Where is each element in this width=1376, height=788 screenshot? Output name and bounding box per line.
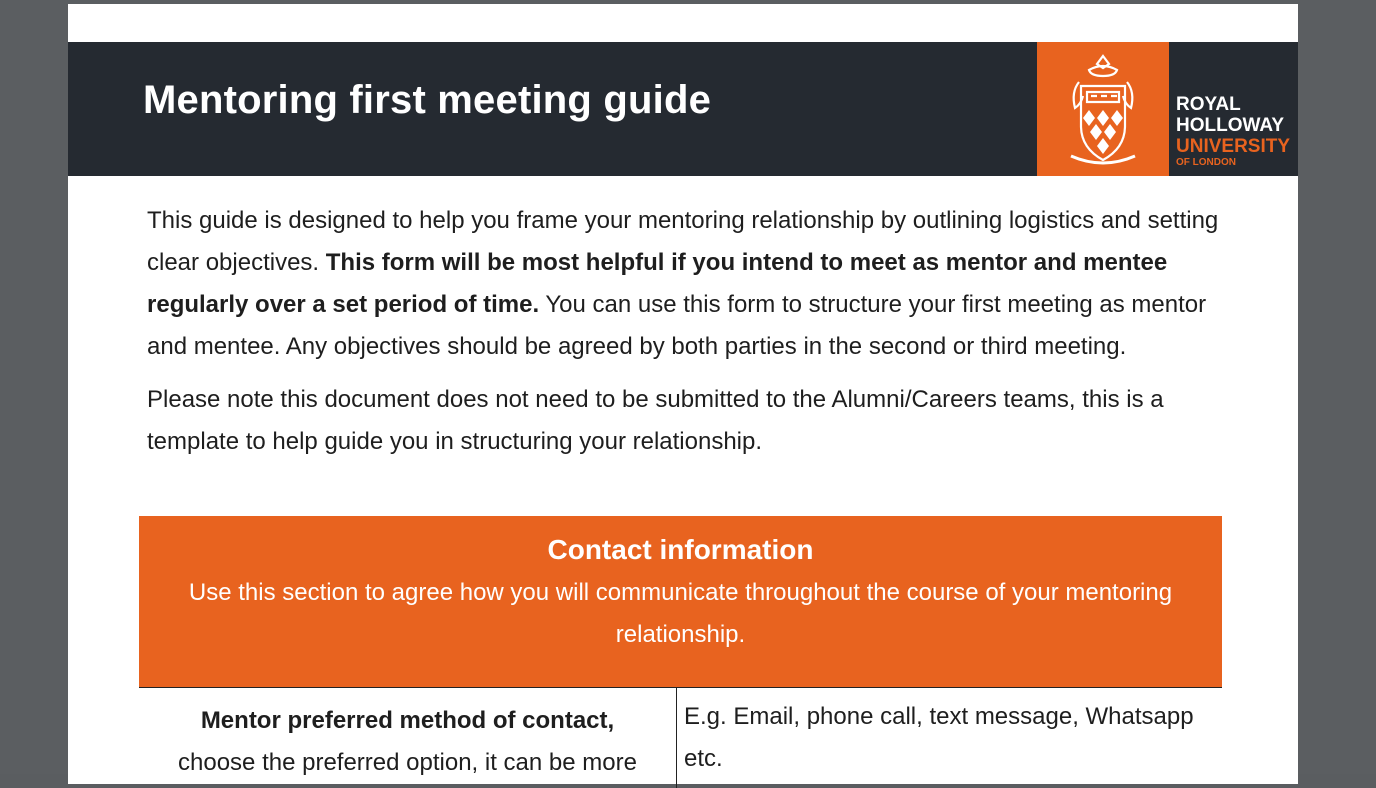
university-wordmark bbox=[1176, 94, 1290, 169]
intro-p1-bold: This form will be most helpful if you intend to meet as mentor and mentee regularly over a set period of time. bbox=[147, 249, 1168, 318]
table-cell-label bbox=[139, 688, 677, 788]
university-crest-logo bbox=[1037, 42, 1169, 176]
crest-icon bbox=[1065, 52, 1141, 170]
section-description: Use this section to agree how you will communicate throughout the course of your mentoring relationship. bbox=[188, 579, 1173, 648]
mentor-contact-hint: choose the preferred option, it can be more bbox=[178, 749, 637, 776]
wordmark-of-london: OF LONDON bbox=[1176, 157, 1236, 168]
header-banner bbox=[68, 42, 1298, 176]
wordmark-holloway: HOLLOWAY bbox=[1176, 115, 1285, 136]
document-page bbox=[68, 4, 1298, 784]
intro-p1-part2: You can use this form to structure your first meeting as mentor and mentee. Any objectives should be agreed by both parties in the second or third meeting. bbox=[147, 291, 1207, 360]
intro-p1-part1: This guide is designed to help you frame your mentoring relationship by outlining logistics and setting clear objectives. bbox=[147, 207, 1219, 276]
intro-paragraph-2: Please note this document does not need to be submitted to the Alumni/Careers teams, this is a template to help guide you in structuring your relationship. bbox=[147, 386, 1164, 455]
wordmark-royal: ROYAL bbox=[1176, 94, 1241, 115]
intro-paragraph-1 bbox=[147, 200, 1232, 368]
table-row bbox=[139, 687, 1222, 788]
wordmark-university: UNIVERSITY bbox=[1176, 136, 1291, 157]
mentor-contact-label: Mentor preferred method of contact, bbox=[200, 707, 615, 734]
section-title: Contact information bbox=[547, 534, 814, 565]
intro-text bbox=[147, 200, 1232, 474]
mentor-contact-value[interactable]: E.g. Email, phone call, text message, Whatsapp etc. bbox=[684, 703, 1194, 772]
page-title: Mentoring first meeting guide bbox=[143, 78, 712, 122]
contact-section-header bbox=[139, 516, 1222, 687]
